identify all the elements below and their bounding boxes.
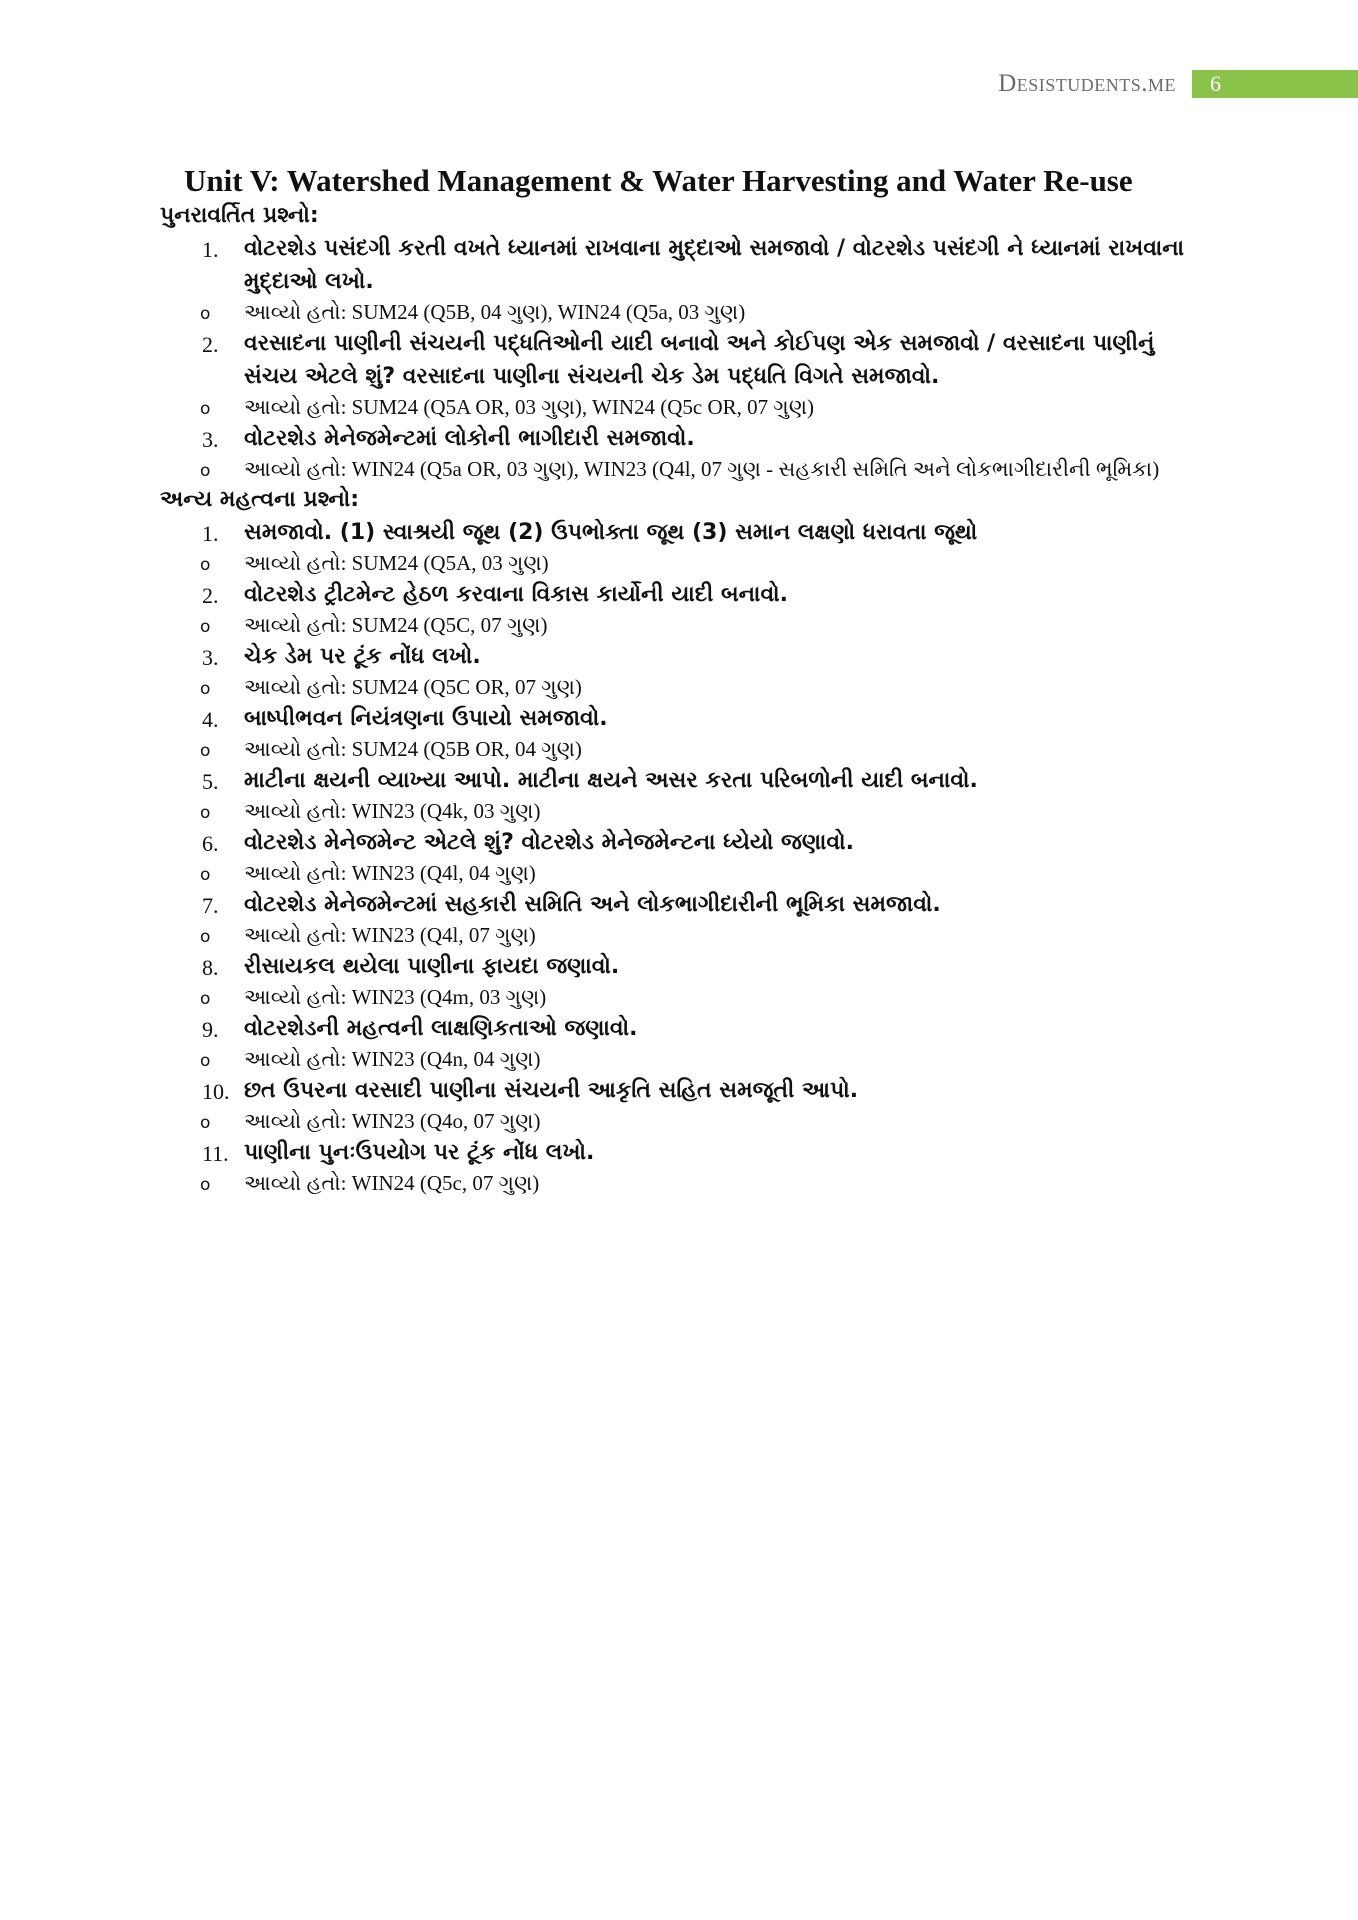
asked-text: આવ્યો હતો: SUM24 (Q5C, 07 ગુણ)	[244, 613, 548, 637]
question-text: રીસાયકલ થયેલા પાણીના ફાયદા જણાવો.	[244, 954, 620, 979]
circle-bullet-icon: o	[200, 1175, 211, 1195]
question-text: ચેક ડેમ પર ટૂંક નોંધ લખો.	[244, 644, 481, 669]
other-questions-section	[160, 484, 1200, 1198]
asked-text: આવ્યો હતો: WIN23 (Q4k, 03 ગુણ)	[244, 799, 541, 823]
page-content	[160, 162, 1200, 1198]
page-number: 6	[1192, 70, 1358, 98]
circle-bullet-icon: o	[200, 989, 211, 1009]
question-number: 9.	[202, 1017, 219, 1042]
question-item	[160, 826, 1200, 859]
asked-info	[160, 983, 1200, 1012]
circle-bullet-icon: o	[200, 679, 211, 699]
question-item	[160, 888, 1200, 921]
asked-text: આવ્યો હતો: SUM24 (Q5B OR, 04 ગુણ)	[244, 737, 582, 761]
asked-text: આવ્યો હતો: WIN23 (Q4n, 04 ગુણ)	[244, 1047, 541, 1071]
question-number: 2.	[202, 332, 219, 357]
question-item	[160, 1136, 1200, 1169]
asked-text: આવ્યો હતો: WIN24 (Q5a OR, 03 ગુણ), WIN23 (Q4l, 07 ગુણ - સહકારી સમિતિ અને લોકભાગીદારીની ભૂમિકા)	[244, 457, 1160, 481]
question-item	[160, 422, 1200, 455]
question-item	[160, 578, 1200, 611]
question-number: 2.	[202, 583, 219, 608]
asked-text: આવ્યો હતો: SUM24 (Q5C OR, 07 ગુણ)	[244, 675, 582, 699]
question-text: બાષ્પીભવન નિયંત્રણના ઉપાયો સમજાવો.	[244, 706, 608, 731]
asked-text: આવ્યો હતો: WIN23 (Q4m, 03 ગુણ)	[244, 985, 547, 1009]
question-item	[160, 516, 1200, 549]
question-item	[160, 1074, 1200, 1107]
asked-info	[160, 611, 1200, 640]
question-number: 3.	[202, 427, 219, 452]
question-number: 1.	[202, 521, 219, 546]
asked-info	[160, 549, 1200, 578]
question-number: 4.	[202, 707, 219, 732]
question-number: 10.	[202, 1079, 230, 1104]
asked-info	[160, 455, 1200, 484]
question-item	[160, 950, 1200, 983]
question-item	[160, 640, 1200, 673]
unit-title: Unit V: Watershed Management & Water Harvesting and Water Re-use	[184, 163, 1133, 198]
question-number: 8.	[202, 955, 219, 980]
asked-text: આવ્યો હતો: WIN23 (Q4l, 04 ગુણ)	[244, 861, 536, 885]
asked-text: આવ્યો હતો: SUM24 (Q5B, 04 ગુણ), WIN24 (Q5a, 03 ગુણ)	[244, 300, 746, 324]
question-number: 6.	[202, 831, 219, 856]
site-name: Desistudents.me	[998, 70, 1176, 97]
question-number: 1.	[202, 237, 219, 262]
question-item	[160, 1012, 1200, 1045]
asked-info	[160, 1107, 1200, 1136]
question-item	[160, 702, 1200, 735]
question-item	[160, 327, 1200, 393]
asked-info	[160, 1169, 1200, 1198]
asked-text: આવ્યો હતો: SUM24 (Q5A OR, 03 ગુણ), WIN24 (Q5c OR, 07 ગુણ)	[244, 395, 815, 419]
question-text: વોટરશેડની મહત્વની લાક્ષણિકતાઓ જણાવો.	[244, 1016, 638, 1041]
question-text: વોટરશેડ ટ્રીટમેન્ટ હેઠળ કરવાના વિકાસ કાર્યોની યાદી બનાવો.	[244, 582, 789, 607]
asked-info	[160, 735, 1200, 764]
question-text: વોટરશેડ મેનેજમેન્ટમાં લોકોની ભાગીદારી સમજાવો.	[244, 426, 695, 451]
question-text: સમજાવો. (1) સ્વાશ્રયી જૂથ (2) ઉપભોક્તા જૂથ (3) સમાન લક્ષણો ધરાવતા જૂથો	[244, 520, 978, 545]
question-number: 5.	[202, 769, 219, 794]
circle-bullet-icon: o	[200, 617, 211, 637]
question-list	[160, 232, 1200, 484]
question-text: માટીના ક્ષયની વ્યાખ્યા આપો. માટીના ક્ષયને અસર કરતા પરિબળોની યાદી બનાવો.	[244, 768, 978, 793]
asked-info	[160, 859, 1200, 888]
circle-bullet-icon: o	[200, 399, 211, 419]
asked-text: આવ્યો હતો: WIN23 (Q4o, 07 ગુણ)	[244, 1109, 541, 1133]
circle-bullet-icon: o	[200, 865, 211, 885]
asked-info	[160, 921, 1200, 950]
question-text: પાણીના પુનઃઉપયોગ પર ટૂંક નોંધ લખો.	[244, 1140, 595, 1165]
circle-bullet-icon: o	[200, 461, 211, 481]
circle-bullet-icon: o	[200, 803, 211, 823]
section-heading: અન્ય મહત્વના પ્રશ્નો:	[160, 487, 360, 512]
question-list	[160, 516, 1200, 1198]
asked-info	[160, 797, 1200, 826]
section-heading: પુનરાવર્તિત પ્રશ્નો:	[160, 203, 319, 228]
page-header	[0, 70, 1358, 98]
question-text: વોટરશેડ મેનેજમેન્ટમાં સહકારી સમિતિ અને લોકભાગીદારીની ભૂમિકા સમજાવો.	[244, 892, 941, 917]
question-number: 11.	[202, 1141, 229, 1166]
question-text: વોટરશેડ મેનેજમેન્ટ એટલે શું? વોટરશેડ મેનેજમેન્ટના ધ્યેયો જણાવો.	[244, 830, 854, 855]
asked-text: આવ્યો હતો: WIN24 (Q5c, 07 ગુણ)	[244, 1171, 540, 1195]
asked-info	[160, 298, 1200, 327]
question-number: 3.	[202, 645, 219, 670]
question-item	[160, 232, 1200, 298]
circle-bullet-icon: o	[200, 304, 211, 324]
question-text: વોટરશેડ પસંદગી કરતી વખતે ધ્યાનમાં રાખવાના મુદ્દાઓ સમજાવો / વોટરશેડ પસંદગી ને ધ્યાનમાં રાખવાના મુદ્દાઓ લખો.	[244, 236, 1185, 294]
circle-bullet-icon: o	[200, 741, 211, 761]
question-item	[160, 764, 1200, 797]
question-number: 7.	[202, 893, 219, 918]
question-text: છત ઉપરના વરસાદી પાણીના સંચયની આકૃતિ સહિત સમજૂતી આપો.	[244, 1078, 859, 1103]
asked-info	[160, 393, 1200, 422]
asked-text: આવ્યો હતો: SUM24 (Q5A, 03 ગુણ)	[244, 551, 549, 575]
repeated-questions-section	[160, 200, 1200, 484]
circle-bullet-icon: o	[200, 555, 211, 575]
circle-bullet-icon: o	[200, 1051, 211, 1071]
question-text: વરસાદના પાણીની સંચયની પદ્ધતિઓની યાદી બનાવો અને કોઈપણ એક સમજાવો / વરસાદના પાણીનું સંચય એટલે શું? વરસાદના પાણીના સંચયની ચેક ડેમ પદ્ધતિ વિગતે સમજાવો.	[244, 331, 1155, 389]
asked-info	[160, 673, 1200, 702]
asked-text: આવ્યો હતો: WIN23 (Q4l, 07 ગુણ)	[244, 923, 536, 947]
circle-bullet-icon: o	[200, 927, 211, 947]
asked-info	[160, 1045, 1200, 1074]
circle-bullet-icon: o	[200, 1113, 211, 1133]
